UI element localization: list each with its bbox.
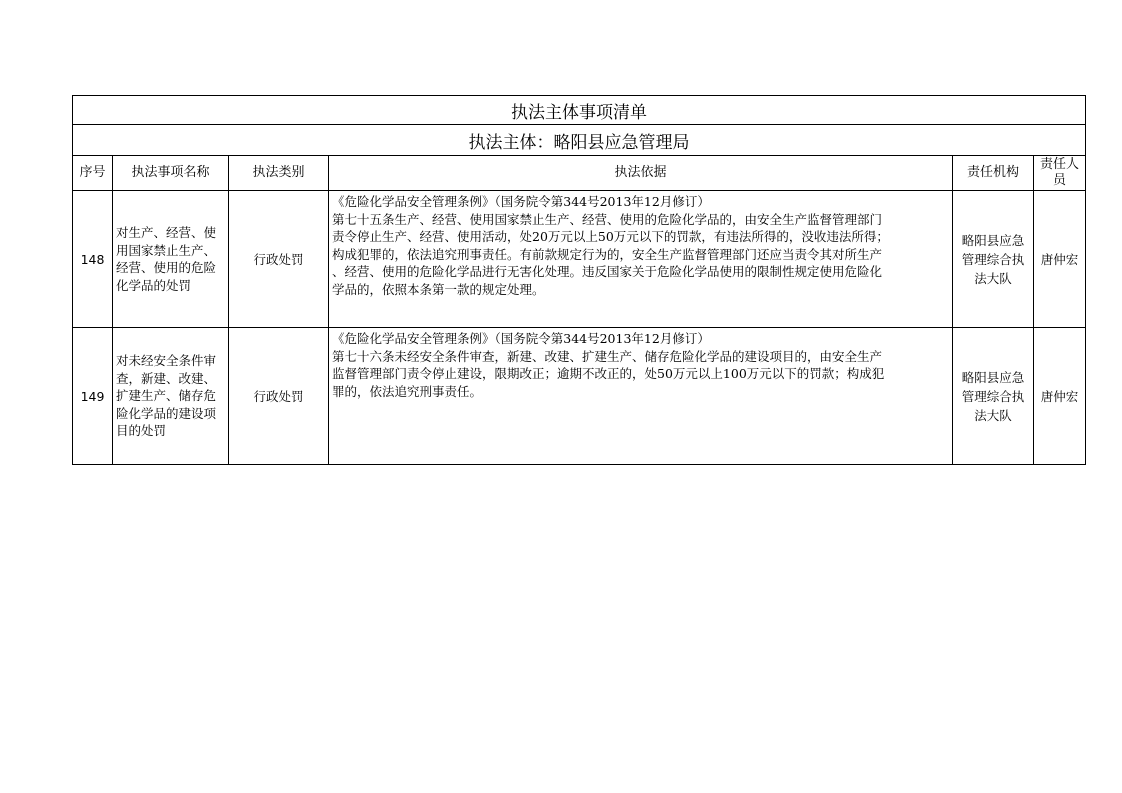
- responsible-org: 略阳县应急管理综合执法大队: [953, 328, 1034, 465]
- item-name: 对生产、经营、使用国家禁止生产、经营、使用的危险化学品的处罚: [113, 191, 229, 328]
- basis-line: 第七十五条生产、经营、使用国家禁止生产、经营、使用的危险化学品的，由安全生产监督管理部门: [332, 211, 883, 227]
- item-type: 行政处罚: [229, 328, 329, 465]
- legal-basis: [329, 191, 953, 328]
- header-no: 序号: [73, 156, 113, 191]
- basis-line: 监督管理部门责令停止建设，限期改正；逾期不改正的，处50万元以上100万元以下的罚款；构成犯: [332, 366, 885, 381]
- item-type: 行政处罚: [229, 191, 329, 328]
- row-number: 149: [73, 328, 113, 465]
- header-name: 执法事项名称: [113, 156, 229, 191]
- item-name: 对未经安全条件审查，新建、改建、扩建生产、储存危险化学品的建设项目的处罚: [113, 328, 229, 465]
- header-basis: 执法依据: [329, 156, 953, 191]
- basis-line: 《危险化学品安全管理条例》（国务院令第344号2013年12月修订）: [332, 331, 710, 346]
- header-org: 责任机构: [953, 156, 1034, 191]
- basis-line: 学品的，依照本条第一款的规定处理。: [332, 281, 545, 297]
- basis-line: 责令停止生产、经营、使用活动，处20万元以上50万元以下的罚款，有违法所得的，没收违法所得；: [332, 229, 889, 244]
- basis-line: 第七十六条未经安全条件审查，新建、改建、扩建生产、储存危险化学品的建设项目的，由安全生产: [332, 348, 883, 364]
- legal-basis: [329, 328, 953, 465]
- basis-line: 罪的，依法追究刑事责任。: [332, 383, 483, 399]
- basis-line: 《危险化学品安全管理条例》（国务院令第344号2013年12月修订）: [332, 194, 710, 209]
- header-type: 执法类别: [229, 156, 329, 191]
- table-row: [73, 191, 1086, 328]
- header-person: 责任人员: [1034, 156, 1086, 191]
- enforcement-table: [72, 95, 1086, 465]
- table-row: [73, 328, 1086, 465]
- enforcement-subject: 执法主体：略阳县应急管理局: [73, 125, 1086, 156]
- enforcement-list-sheet: [72, 95, 1085, 465]
- row-number: 148: [73, 191, 113, 328]
- sheet-title: 执法主体事项清单: [73, 96, 1086, 125]
- responsible-person: 唐仲宏: [1034, 328, 1086, 465]
- responsible-person: 唐仲宏: [1034, 191, 1086, 328]
- basis-line: 、经营、使用的危险化学品进行无害化处理。违反国家关于危险化学品使用的限制性规定使用危险化: [332, 264, 883, 279]
- basis-line: 构成犯罪的，依法追究刑事责任。有前款规定行为的，安全生产监督管理部门还应当责令其对所生产: [332, 246, 883, 262]
- responsible-org: 略阳县应急管理综合执法大队: [953, 191, 1034, 328]
